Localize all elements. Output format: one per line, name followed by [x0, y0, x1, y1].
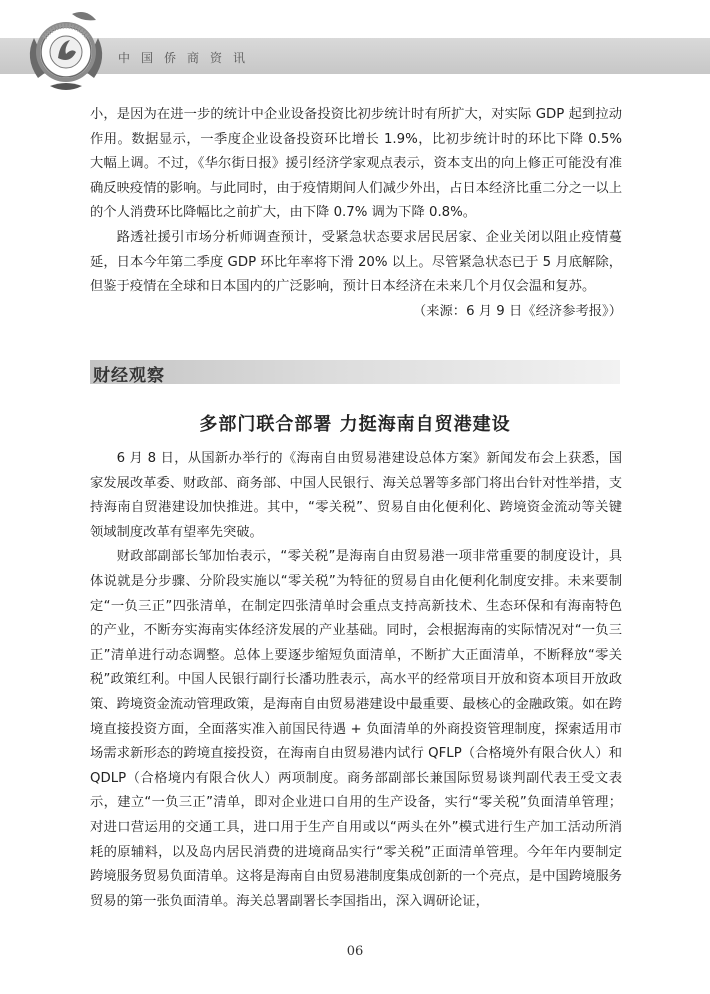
paragraph: 6 月 8 日，从国新办举行的《海南自由贸易港建设总体方案》新闻发布会上获悉，国家发展改革委、财政部、商务部、中国人民银行、海关总署等多部门将出台针对性举措，支持海南自贸港建设加快推进。其中，“零关税”、贸易自由化便利化、跨境资金流动等关键领域制度改革有望率先突破。 [90, 451, 622, 540]
section-band [90, 360, 620, 384]
paragraph: 路透社援引市场分析师调查预计，受紧急状态要求居民居家、企业关闭以阻止疫情蔓延，日本今年第二季度 GDP 环比年率将下滑 20% 以上。尽管紧急状态已于 5 月底解除，但鉴于疫情在全球和日本国内的广泛影响，预计日本经济在未来几个月仅会温和复苏。 [90, 229, 622, 295]
org-logo [20, 8, 112, 92]
header-title: 中国侨商资讯 [118, 51, 257, 65]
page-number: 06 [346, 944, 364, 959]
continuation-text [90, 103, 622, 324]
paragraph: 财政部副部长邹加怡表示，“零关税”是海南自由贸易港一项非常重要的制度设计，具体说就是分步骤、分阶段实施以“零关税”为特征的贸易自由化便利化制度安排。未来要制定“一负三正”四张清单，在制定四张清单时会重点支持高新技术、生态环保和有海南特色的产业，不断夯实海南实体经济发展的产业基础。同时，会根据海南的实际情况对“一负三正”清单进行动态调整。总体上要逐步缩短负面清单，不断扩大正面清单，不断释放“零关税”政策红利。中国人民银行副行长潘功胜表示，高水平的经常项目开放和资本项目开放政策、跨境资金流动管理政策，是海南自由贸易港建设中最重要、最核心的金融政策。如在跨境直接投资方面，全面落实准入前国民待遇 + 负面清单的外商投资管理制度，探索适用市场需求新形态的跨境直接投资，在海南自由贸易港内试行 QFLP（合格境外有限合伙人）和 QDLP（合格境内有限合伙人）两项制度。商务部副部长兼国际贸易谈判副代表王受文表示，建立“一负三正”清单，即对企业进口自用的生产设备，实行“零关税”负面清单管理；对进口营运用的交通工具，进口用于生产自用或以“两头在外”模式进行生产加工活动所消耗的原辅料，以及岛内居民消费的进境商品实行“零关税”正面清单管理。今年年内要制定跨境服务贸易负面清单。这将是海南自由贸易港制度集成创新的一个亮点，是中国跨境服务贸易的第一张负面清单。海关总署副署长李国指出，深入调研论证， [90, 549, 622, 909]
paragraph: 小，是因为在进一步的统计中企业设备投资比初步统计时有所扩大，对实际 GDP 起到拉动作用。数据显示，一季度企业设备投资环比增长 1.9%，比初步统计时的环比下降 0.5% 大幅上调。不过，《华尔街日报》援引经济学家观点表示，资本支出的向上修正可能没有准确反映疫情的影响。与此同时，由于疫情期间人们减少外出，占日本经济比重二分之一以上的个人消费环比降幅比之前扩大，由下降 0.7% 调为下降 0.8%。 [90, 107, 622, 221]
article-title: 多部门联合部署 力挺海南自贸港建设 [199, 414, 511, 435]
source-line: （来源：6 月 9 日《经济参考报》） [412, 303, 622, 319]
section-title: 财经观察 [93, 366, 165, 386]
article-body [90, 447, 622, 914]
